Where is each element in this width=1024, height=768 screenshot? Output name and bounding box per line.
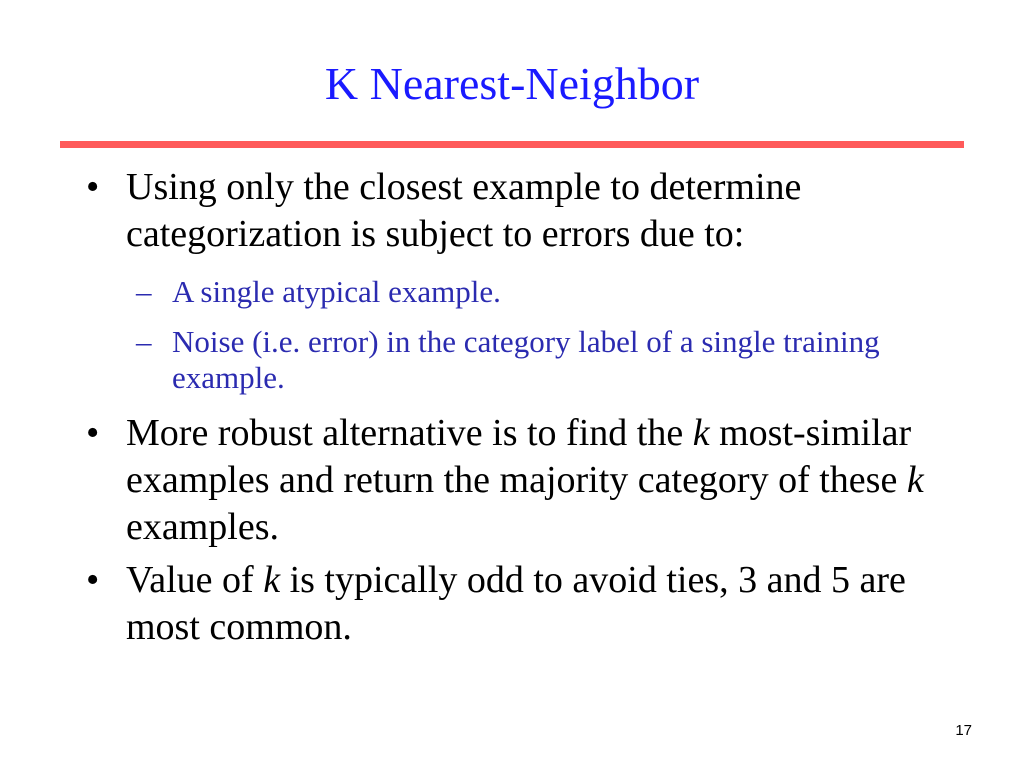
bullet-text-part: More robust alternative is to find the — [126, 412, 693, 454]
sub-bullet-item — [136, 274, 966, 310]
sub-bullet-marker: – — [136, 324, 152, 359]
bullet-text-part: is typically odd to avoid ties, 3 and 5 are most common. — [126, 559, 906, 648]
k-variable: k — [692, 412, 710, 454]
page-number: 17 — [955, 722, 972, 739]
bullet-marker: • — [86, 166, 100, 208]
bullet-marker: • — [86, 412, 100, 454]
bullet-text-part: Value of — [126, 559, 264, 601]
slide-title: K Nearest-Neighbor — [324, 58, 700, 109]
bullet-text-part: most-similar examples and return the majority category of these — [126, 412, 912, 501]
k-variable: k — [263, 559, 281, 601]
bullet-text — [126, 412, 924, 548]
k-variable: k — [906, 459, 924, 501]
title-divider — [60, 141, 964, 148]
sub-bullet-text: A single atypical example. — [172, 274, 501, 309]
bullet-text-part: examples. — [126, 506, 280, 548]
sub-bullet-text: Noise (i.e. error) in the category label of a single training example. — [172, 324, 880, 395]
sub-bullet-marker: – — [136, 274, 152, 309]
bullet-text: Using only the closest example to determine categorization is subject to errors due to: — [126, 166, 802, 255]
bullet-list — [86, 164, 966, 651]
bullet-item — [86, 557, 966, 651]
bullet-marker: • — [86, 559, 100, 601]
sub-bullet-item — [136, 324, 966, 396]
bullet-item — [86, 410, 966, 551]
bullet-text — [126, 559, 906, 648]
bullet-item — [86, 164, 966, 258]
sub-bullet-list — [136, 274, 966, 396]
